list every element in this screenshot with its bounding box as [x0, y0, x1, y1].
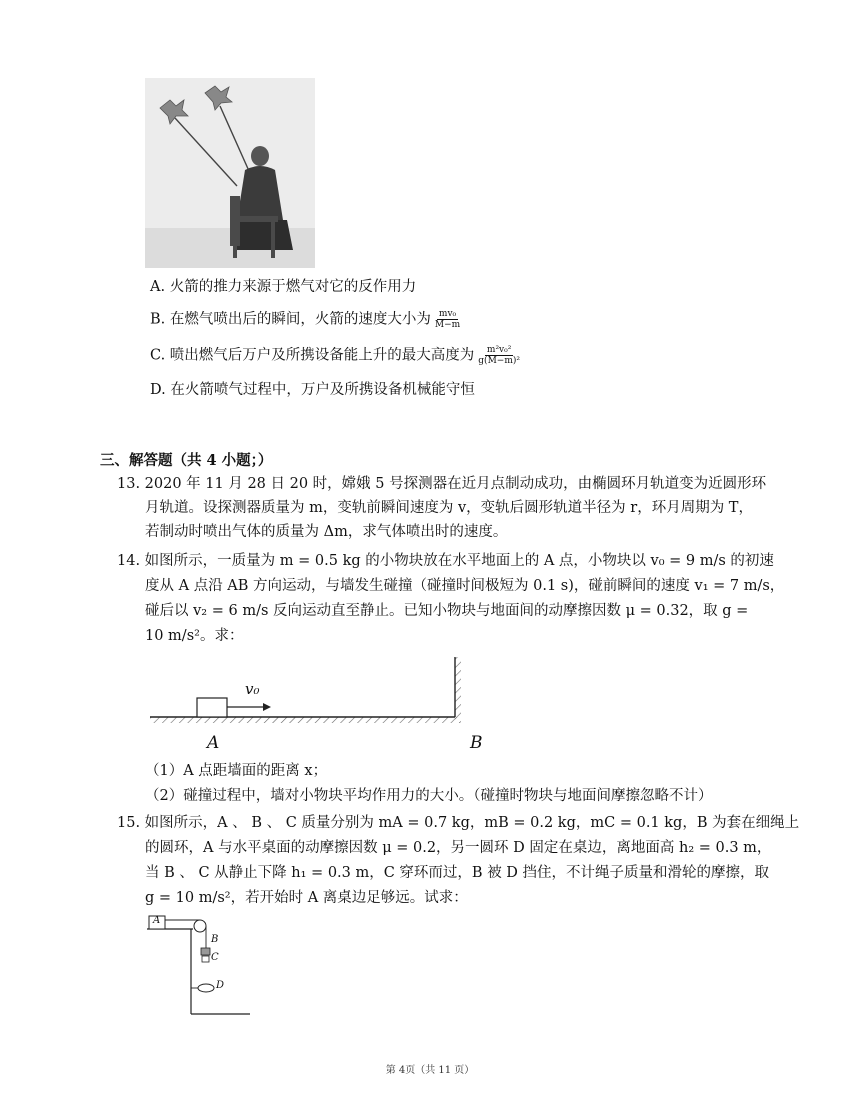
q14-figure: [145, 655, 490, 755]
q14-line2: 度从 A 点沿 AB 方向运动，与墙发生碰撞（碰撞时间极短为 0.1 s)，碰前瞬间的速度 v₁ = 7 m/s，: [145, 578, 785, 594]
option-a: A. 火箭的推力来源于燃气对它的反作用力: [150, 279, 417, 295]
q13-line2: 月轨道。设探测器质量为 m，变轨前瞬间速度为 v，变轨后圆形轨道半径为 r，环月周期为 T，: [145, 500, 753, 516]
page-footer: 第 4页（共 11 页）: [385, 1065, 475, 1076]
q14-sub1: （1）A 点距墙面的距离 x；: [145, 763, 328, 779]
point-b-label: B: [470, 733, 483, 753]
point-a-label: A: [207, 733, 220, 753]
q14-sub2: （2）碰撞过程中，墙对小物块平均作用力的大小。（碰撞时物块与地面间摩擦忽略不计）: [145, 788, 713, 804]
fraction: $\frac{\text{m²v₀²}}{\text{g(M−m)²}}$: [478, 345, 520, 366]
q15-line2: 的圆环，A 与水平桌面的动摩擦因数 μ = 0.2，另一圆环 D 固定在桌边，离地面高 h₂ = 0.3 m，: [145, 840, 772, 856]
q13-line1: 13. 2020 年 11 月 28 日 20 时，嫦娥 5 号探测器在近月点制动成功，由椭圆环月轨道变为近圆形环: [117, 476, 767, 492]
pulley-system-diagram: [145, 912, 255, 1017]
q14-line3: 碰后以 v₂ = 6 m/s 反向运动直至静止。已知小物块与地面间的动摩擦因数 μ = 0.32，取 g =: [145, 603, 749, 619]
q15-line3: 当 B 、 C 从静止下降 h₁ = 0.3 m，C 穿环而过，B 被 D 挡住，不计绳子质量和滑轮的摩擦，取: [145, 865, 770, 881]
q14-line1: 14. 如图所示，一质量为 m = 0.5 kg 的小物块放在水平地面上的 A 点，小物块以 v₀ = 9 m/s 的初速: [117, 553, 774, 569]
q15-line1: 15. 如图所示，A 、 B 、 C 质量分别为 mA = 0.7 kg，mB = 0.2 kg，mC = 0.1 kg，B 为套在细绳上: [117, 815, 800, 831]
block-wall-diagram: [145, 655, 490, 755]
wanhu-rocket-chair-photo: [145, 78, 315, 268]
option-d: D. 在火箭喷气过程中，万户及所携设备机械能守恒: [150, 382, 475, 398]
label-b: B: [211, 934, 219, 945]
label-a: A: [153, 915, 161, 926]
label-d: D: [216, 980, 225, 991]
q13-line3: 若制动时喷出气体的质量为 Δm，求气体喷出时的速度。: [145, 524, 508, 540]
fraction: $\frac{\text{mv₀}}{M-m}$: [434, 309, 461, 330]
wanhu-figure: [145, 78, 315, 268]
q15-figure: [145, 912, 255, 1017]
option-c: C. 喷出燃气后万户及所携设备能上升的最大高度为 $\frac{\text{m²v₀²}}{\text{g(M−m)²}}$: [150, 345, 520, 366]
q14-line4: 10 m/s²。求：: [145, 628, 244, 644]
option-b: B. 在燃气喷出后的瞬间，火箭的速度大小为 $\frac{\text{mv₀}}{M-m}$: [150, 309, 461, 330]
q15-line4: g = 10 m/s²，若开始时 A 离桌边足够远。试求：: [145, 890, 468, 906]
section-title: 三、解答题（共 4 小题；）: [100, 452, 273, 469]
label-c: C: [211, 952, 219, 963]
v0-label: v₀: [245, 680, 260, 698]
